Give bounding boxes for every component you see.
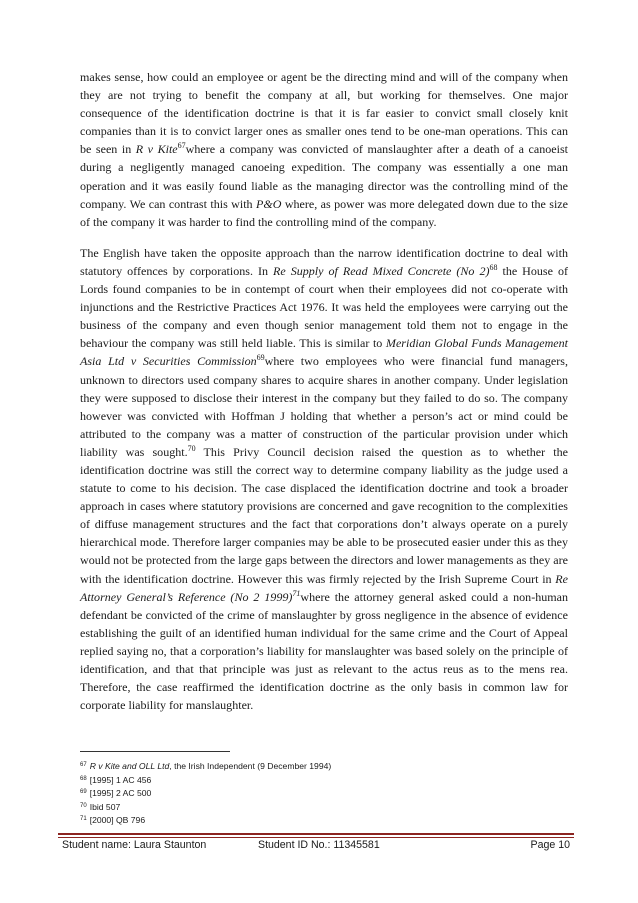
footnote-number: 71 (80, 816, 87, 823)
footnote (80, 801, 560, 815)
footnotes (80, 760, 560, 828)
footnote-ref[interactable]: 71 (292, 588, 301, 598)
student-name: Student name: Laura Staunton (62, 839, 207, 851)
footnote-number: 70 (80, 802, 87, 809)
case-citation: P&O (255, 196, 282, 211)
text-run: where, as power was more delegated down due to the size of the company it was harder to find the controlling mind of the company. (80, 196, 568, 229)
footnote-text: , the Irish Independent (9 December 1994) (169, 761, 332, 771)
footnote-number: 69 (80, 789, 87, 796)
footnote-text: [1995] 1 AC 456 (89, 774, 152, 785)
footnote (80, 774, 560, 788)
text-run: where the attorney general asked could a non-human defendant be convicted of the crime of manslaughter by gross negligence in the absence of evidence establishing the guilt of an identified human individual for the same crime and the Court of Appeal replied saying no, that a corporation’s liability for manslaughter was based solely on the principle of identification, and that that principle was just as relevant to the actus reus as to the mens rea. Therefore, the case reaffirmed the identification doctrine as the only basis in common law for corporate liability for manslaughter. (80, 589, 568, 713)
case-citation: R v Kite (135, 142, 178, 157)
text-run: makes sense, how could an employee or agent be the directing mind and will of the company when they are not trying to benefit the company at all, but working for themselves. One major consequence of the identification doctrine is that it is far easier to convict small closely knit companies than it is to convict larger ones as smaller ones tend to be one-man operations. This can be seen in (80, 70, 568, 157)
footnote-ref[interactable]: 68 (489, 262, 498, 272)
footnote-text: [1995] 2 AC 500 (89, 788, 152, 799)
footnote (80, 760, 560, 774)
student-id: Student ID No.: 11345581 (258, 839, 380, 851)
text-run: The English have taken the opposite approach than the narrow identification doctrine to deal with statutory offences by corporations. In (80, 245, 568, 278)
footnote-separator (80, 751, 230, 752)
footnote-ref[interactable]: 70 (187, 443, 196, 453)
footnote-text: Ibid 507 (89, 801, 121, 812)
case-citation: Re Attorney General’s Reference (No 2 1999) (80, 571, 568, 604)
footer-rule (58, 837, 574, 838)
text-run: where a company was convicted of manslaughter after a death of a canoeist during a negligently managed canoeing expedition. The company was essentially a one man operation and it was easily found liable as the managing director was the controlling mind of the company. We can contrast this with (80, 142, 568, 211)
footnote (80, 787, 560, 801)
text-run: the House of Lords found companies to be in contempt of court when their employees did not co-operate with injunctions and the Restrictive Practices Act 1976. It was held the employees were carrying out the business of the company and even though senior management told them not to engage in the behaviour the company was still held liable. This is similar to (80, 263, 568, 351)
footnote-text: [2000] QB 796 (89, 815, 146, 826)
paragraph-1 (80, 68, 568, 231)
case-citation: Meridian Global Funds Management Asia Ltd v Securities Commission (80, 336, 568, 369)
footnote-number: 68 (80, 775, 87, 782)
page-footer (62, 839, 570, 855)
body-text (80, 68, 568, 714)
page-number: Page 10 (530, 839, 570, 851)
footnote-ref[interactable]: 69 (256, 353, 265, 363)
footnote-number: 67 (80, 762, 87, 768)
footnote (80, 814, 560, 828)
footnote-case: R v Kite and OLL Ltd (89, 761, 170, 771)
footnote-ref[interactable]: 67 (177, 141, 186, 151)
paragraph-2 (80, 244, 568, 714)
footer-rule (58, 833, 574, 835)
case-citation: Re Supply of Read Mixed Concrete (No 2) (273, 263, 490, 278)
text-run: This Privy Council decision raised the question as to whether the identification doctrine was still the correct way to determine company liability as the judge used a statute to come to his decision. The case displaced the identification doctrine and took a broader approach in cases where statutory provisions are concerned and gave recognition to the complexities of diffuse management structures and the fact that corporations don’t always operate on a purely hierarchical mode. Therefore larger companies may be able to be prosecuted easier under this as they would not be protected from the large gaps between the directors and lower managements as they are with the identification doctrine. However this was firmly rejected by the Irish Supreme Court in (80, 444, 568, 586)
text-run: where two employees who were financial fund managers, unknown to directors used company shares to acquire shares in another company. Under legislation they were supposed to disclose their interest in the company but they failed to do so. The company however was convicted with Hoffman J holding that whether a person’s act or mind could be attributed to the company was a matter of construction of the particular provision under which liability was sought. (80, 354, 568, 459)
